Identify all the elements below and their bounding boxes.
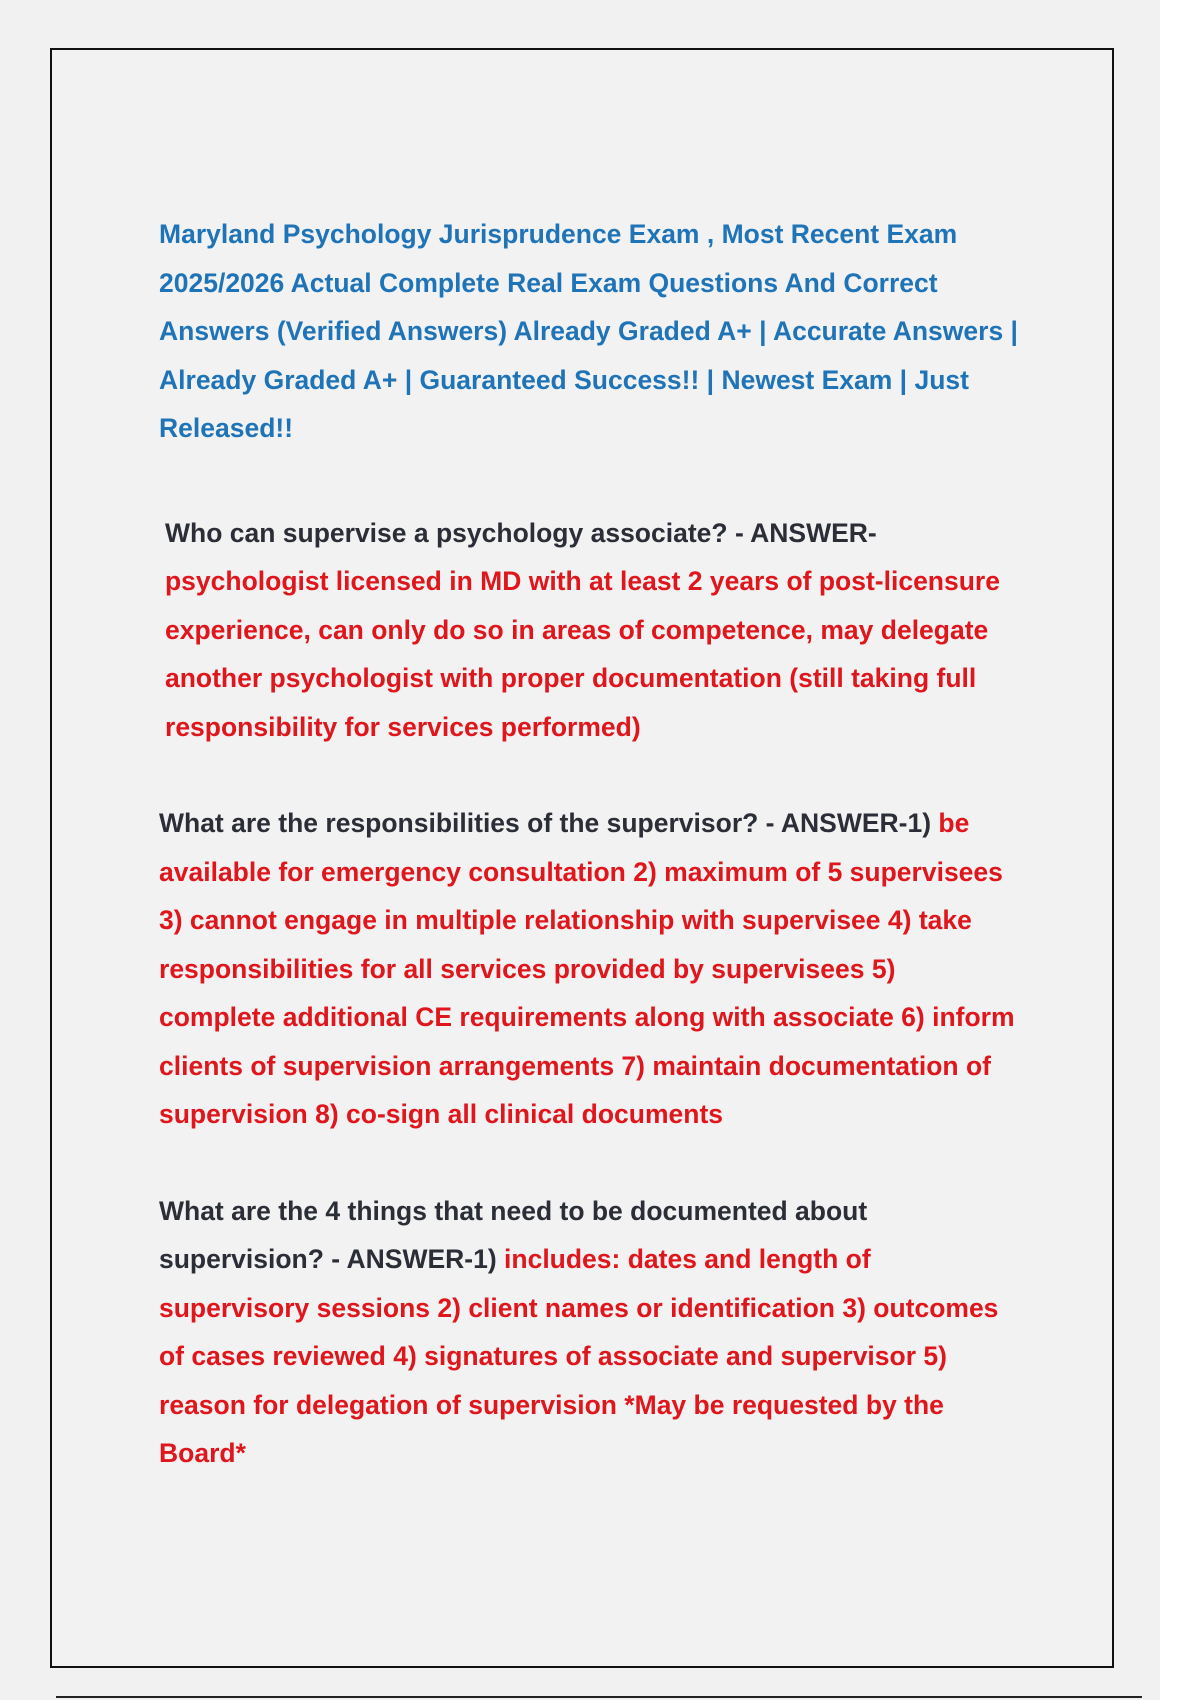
question-3: What are the 4 things that need to be documented about supervision? - ANSWER-1)	[159, 1195, 868, 1274]
qa-item-3	[159, 1187, 1019, 1478]
page-margin-strip	[1160, 0, 1200, 1700]
question-2: What are the responsibilities of the supervisor? - ANSWER-1)	[159, 808, 939, 838]
document-page	[50, 48, 1114, 1668]
qa-item-2	[159, 799, 1019, 1139]
document-content	[159, 210, 1019, 1526]
bottom-divider	[56, 1696, 1142, 1698]
qa-item-1	[159, 509, 1019, 752]
document-title: Maryland Psychology Jurisprudence Exam , Most Recent Exam 2025/2026 Actual Complete Real Exam Questions And Correct Answers (Verified Answers) Already Graded A+ | Accurate Answers | Already Graded A+ | Guaranteed Success!! | Newest Exam | Just Released!!	[159, 219, 1018, 443]
question-1: Who can supervise a psychology associate? - ANSWER-	[165, 517, 877, 548]
answer-3: includes: dates and length of supervisory sessions 2) client names or identification 3) outcomes of cases reviewed 4) signatures of associate and supervisor 5) reason for delegation of supervision *May be requested by the Board*	[159, 1244, 999, 1468]
answer-2: be available for emergency consultation 2) maximum of 5 supervisees 3) cannot engage in multiple relationship with supervisee 4) take responsibilities for all services provided by supervisees 5) complete additional CE requirements along with associate 6) inform clients of supervision arrangements 7) maintain documentation of supervision 8) co-sign all clinical documents	[159, 808, 1015, 1129]
answer-1: psychologist licensed in MD with at least 2 years of post-licensure experience, can only do so in areas of competence, may delegate another psychologist with proper documentation (still taking full responsibility for services performed)	[165, 566, 1000, 742]
